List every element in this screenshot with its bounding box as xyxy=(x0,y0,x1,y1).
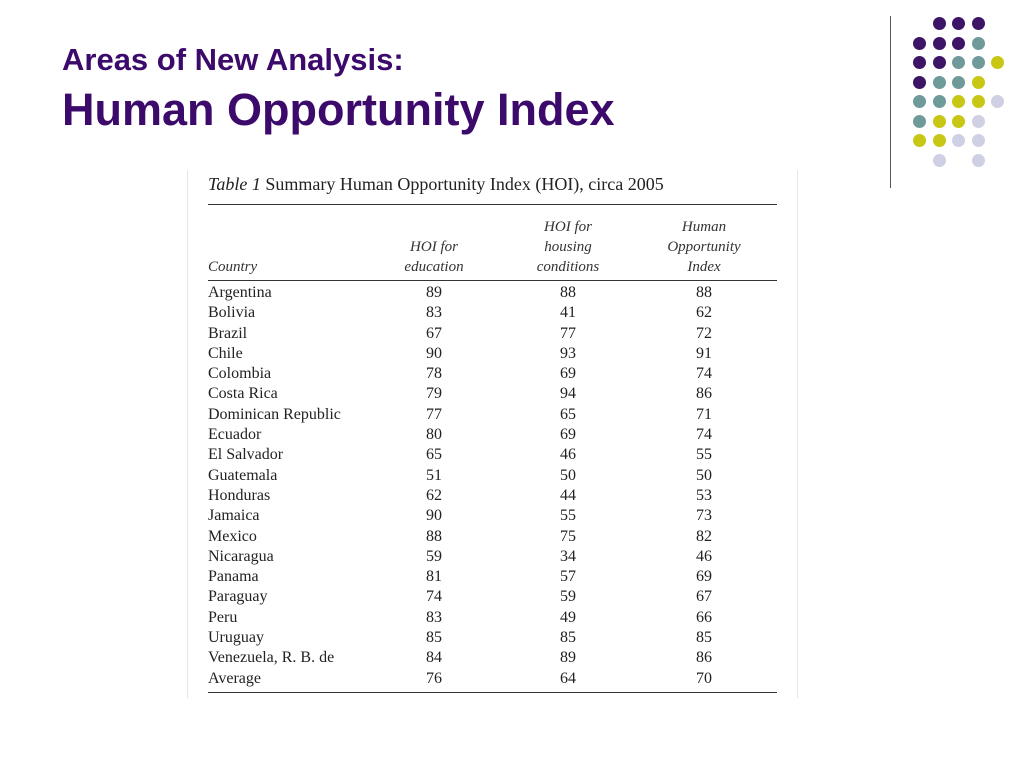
table-row xyxy=(208,628,777,648)
vertical-divider xyxy=(890,16,891,188)
country-cell: El Salvador xyxy=(208,446,284,464)
edu-cell: 78 xyxy=(426,365,442,383)
decorative-dot xyxy=(933,134,946,147)
edu-cell: 80 xyxy=(426,426,442,444)
housing-cell: 34 xyxy=(560,547,576,565)
header-edu-line1: HOI for xyxy=(410,239,458,255)
housing-cell: 69 xyxy=(560,426,576,444)
table-caption-label: Table 1 xyxy=(208,174,261,194)
table-row xyxy=(208,648,777,668)
decorative-dot xyxy=(991,95,1004,108)
edu-cell: 81 xyxy=(426,568,442,586)
decorative-dot xyxy=(913,56,926,69)
decorative-dot xyxy=(952,76,965,89)
housing-cell: 65 xyxy=(560,405,576,423)
hoi-cell: 67 xyxy=(696,588,712,606)
housing-cell: 69 xyxy=(560,365,576,383)
decorative-dot xyxy=(972,17,985,30)
table-row xyxy=(208,445,777,465)
table-image xyxy=(187,170,798,698)
hoi-cell: 74 xyxy=(696,365,712,383)
table-row xyxy=(208,587,777,607)
country-cell: Panama xyxy=(208,568,259,586)
country-cell: Nicaragua xyxy=(208,547,274,565)
housing-cell: 55 xyxy=(560,507,576,525)
table-row xyxy=(208,608,777,628)
edu-cell: 79 xyxy=(426,385,442,403)
hoi-cell: 70 xyxy=(696,669,712,687)
table-row xyxy=(208,384,777,404)
hoi-cell: 91 xyxy=(696,344,712,362)
header-hoi-line2: Opportunity xyxy=(667,239,741,255)
country-cell: Mexico xyxy=(208,527,257,545)
title-line-1: Areas of New Analysis: xyxy=(62,42,404,77)
decorative-dot xyxy=(913,95,926,108)
hoi-cell: 46 xyxy=(696,547,712,565)
hoi-cell: 72 xyxy=(696,324,712,342)
housing-cell: 57 xyxy=(560,568,576,586)
country-cell: Venezuela, R. B. de xyxy=(208,649,335,667)
housing-cell: 85 xyxy=(560,629,576,647)
housing-cell: 75 xyxy=(560,527,576,545)
housing-cell: 50 xyxy=(560,466,576,484)
country-cell: Chile xyxy=(208,344,243,362)
table-row xyxy=(208,364,777,384)
decorative-dot xyxy=(952,95,965,108)
decorative-dot xyxy=(933,154,946,167)
hoi-cell: 85 xyxy=(696,629,712,647)
decorative-dot xyxy=(991,56,1004,69)
decorative-dot xyxy=(952,17,965,30)
edu-cell: 76 xyxy=(426,669,442,687)
country-cell: Argentina xyxy=(208,284,272,301)
hoi-cell: 69 xyxy=(696,568,712,586)
hoi-cell: 73 xyxy=(696,507,712,525)
decorative-dot xyxy=(952,134,965,147)
edu-cell: 90 xyxy=(426,507,442,525)
housing-cell: 64 xyxy=(560,669,576,687)
title-line-2: Human Opportunity Index xyxy=(62,84,615,135)
table-row xyxy=(208,486,777,506)
table-header-rule xyxy=(208,280,777,281)
table-row xyxy=(208,567,777,587)
decorative-dot xyxy=(952,115,965,128)
table-row xyxy=(208,669,777,689)
decorative-dot xyxy=(933,37,946,50)
header-hoi-line3: Index xyxy=(687,259,721,275)
hoi-cell: 82 xyxy=(696,527,712,545)
header-hoi-line1: Human xyxy=(681,219,727,235)
slide-title xyxy=(62,40,615,138)
table-row xyxy=(208,547,777,567)
hoi-cell: 88 xyxy=(696,284,712,301)
housing-cell: 89 xyxy=(560,649,576,667)
decorative-dot xyxy=(933,115,946,128)
edu-cell: 67 xyxy=(426,324,442,342)
hoi-cell: 74 xyxy=(696,426,712,444)
table-body xyxy=(208,283,777,689)
housing-cell: 77 xyxy=(560,324,576,342)
edu-cell: 51 xyxy=(426,466,442,484)
hoi-cell: 71 xyxy=(696,405,712,423)
country-cell: Peru xyxy=(208,608,238,626)
header-edu xyxy=(394,237,474,277)
country-cell: Brazil xyxy=(208,324,248,342)
edu-cell: 85 xyxy=(426,629,442,647)
header-housing-line1: HOI for xyxy=(544,219,592,235)
table-row xyxy=(208,283,777,303)
decorative-dot xyxy=(913,37,926,50)
country-cell: Guatemala xyxy=(208,466,278,484)
table-row xyxy=(208,324,777,344)
country-cell: Costa Rica xyxy=(208,385,278,403)
hoi-cell: 55 xyxy=(696,446,712,464)
country-cell: Honduras xyxy=(208,486,271,504)
housing-cell: 41 xyxy=(560,304,576,322)
header-hoi xyxy=(654,217,754,277)
decorative-dot xyxy=(952,56,965,69)
decorative-dot xyxy=(972,56,985,69)
edu-cell: 90 xyxy=(426,344,442,362)
table-top-rule xyxy=(208,204,777,205)
hoi-cell: 86 xyxy=(696,649,712,667)
table-bottom-rule xyxy=(208,692,777,693)
housing-cell: 59 xyxy=(560,588,576,606)
decorative-dot xyxy=(972,37,985,50)
housing-cell: 49 xyxy=(560,608,576,626)
country-cell: Jamaica xyxy=(208,507,260,525)
decorative-dot xyxy=(933,95,946,108)
decorative-dot xyxy=(972,95,985,108)
housing-cell: 88 xyxy=(560,284,576,301)
country-cell: Colombia xyxy=(208,365,272,383)
hoi-cell: 53 xyxy=(696,486,712,504)
edu-cell: 74 xyxy=(426,588,442,606)
edu-cell: 65 xyxy=(426,446,442,464)
country-cell: Paraguay xyxy=(208,588,268,606)
header-edu-line2: education xyxy=(404,259,464,275)
country-cell: Uruguay xyxy=(208,629,264,647)
header-housing-line3: conditions xyxy=(536,259,600,275)
hoi-cell: 66 xyxy=(696,608,712,626)
edu-cell: 83 xyxy=(426,304,442,322)
decorative-dot xyxy=(952,37,965,50)
header-housing xyxy=(528,217,608,277)
housing-cell: 94 xyxy=(560,385,576,403)
housing-cell: 44 xyxy=(560,486,576,504)
decorative-dot xyxy=(972,76,985,89)
table-caption-text: Summary Human Opportunity Index (HOI), circa 2005 xyxy=(265,174,664,194)
edu-cell: 59 xyxy=(426,547,442,565)
edu-cell: 89 xyxy=(426,284,442,301)
edu-cell: 83 xyxy=(426,608,442,626)
decorative-dot xyxy=(933,76,946,89)
edu-cell: 84 xyxy=(426,649,442,667)
housing-cell: 93 xyxy=(560,344,576,362)
decorative-dot xyxy=(913,115,926,128)
decorative-dot xyxy=(933,17,946,30)
table-row xyxy=(208,303,777,323)
table-row xyxy=(208,405,777,425)
decorative-dot xyxy=(972,154,985,167)
table-row xyxy=(208,527,777,547)
table-row xyxy=(208,344,777,364)
table-row xyxy=(208,466,777,486)
decorative-dot xyxy=(913,134,926,147)
edu-cell: 77 xyxy=(426,405,442,423)
header-country: Country xyxy=(208,259,258,275)
country-cell: Bolivia xyxy=(208,304,256,322)
header-housing-line2: housing xyxy=(544,239,592,255)
hoi-cell: 50 xyxy=(696,466,712,484)
table-row xyxy=(208,506,777,526)
housing-cell: 46 xyxy=(560,446,576,464)
table-row xyxy=(208,425,777,445)
decorative-dot xyxy=(913,76,926,89)
country-cell: Ecuador xyxy=(208,426,262,444)
decorative-dot xyxy=(972,134,985,147)
hoi-cell: 86 xyxy=(696,385,712,403)
edu-cell: 88 xyxy=(426,527,442,545)
country-cell: Average xyxy=(208,669,261,687)
country-cell: Dominican Republic xyxy=(208,405,341,423)
edu-cell: 62 xyxy=(426,486,442,504)
table-caption xyxy=(208,174,664,195)
hoi-cell: 62 xyxy=(696,304,712,322)
decorative-dot xyxy=(933,56,946,69)
decorative-dot xyxy=(972,115,985,128)
